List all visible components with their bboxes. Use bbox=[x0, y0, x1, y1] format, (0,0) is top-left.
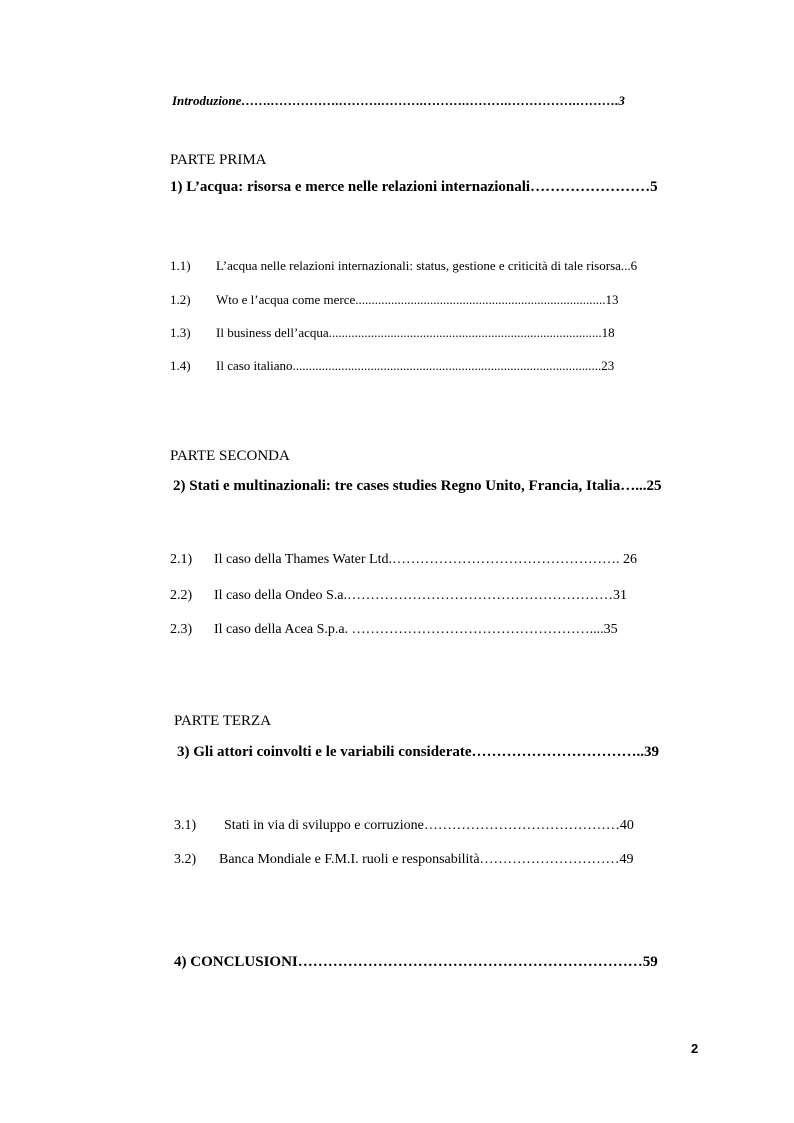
toc-entry-text: Il caso italiano...............................................................................................23 bbox=[216, 358, 615, 373]
toc-entry-text: Wto e l’acqua come merce.............................................................................13 bbox=[216, 292, 619, 307]
section-1-title: 1) L’acqua: risorsa e merce nelle relazioni internazionali……………………5 bbox=[170, 179, 658, 195]
toc-entry bbox=[170, 358, 614, 374]
toc-entry-number: 3.1) bbox=[174, 818, 197, 833]
toc-entry-number: 2.2) bbox=[170, 588, 193, 603]
section-4-conclusions: 4) CONCLUSIONI……………………………………………………………59 bbox=[174, 954, 658, 970]
toc-entry bbox=[174, 852, 634, 868]
part-three-heading: PARTE TERZA bbox=[174, 713, 272, 729]
toc-entry bbox=[170, 588, 627, 604]
toc-entry-number: 1.3) bbox=[170, 325, 191, 340]
toc-intro: Introduzione…….…………….……….……….……….……….…………….……….3 bbox=[172, 93, 625, 108]
section-2-title: 2) Stati e multinazionali: tre cases studies Regno Unito, Francia, Italia…...25 bbox=[173, 478, 662, 494]
toc-entry bbox=[170, 552, 637, 568]
toc-entry-number: 1.1) bbox=[170, 258, 191, 273]
toc-entry-number: 2.3) bbox=[170, 622, 193, 637]
toc-entry-text: Stati in via di sviluppo e corruzione……………………………………40 bbox=[224, 818, 634, 833]
part-one-heading: PARTE PRIMA bbox=[170, 152, 267, 168]
toc-entry-text: Banca Mondiale e F.M.I. ruoli e responsabilità…………………………49 bbox=[219, 852, 634, 867]
toc-entry-text: Il caso della Ondeo S.a.…………………………………………………31 bbox=[214, 588, 627, 603]
part-two-heading: PARTE SECONDA bbox=[170, 448, 290, 464]
toc-entry bbox=[170, 258, 637, 274]
toc-entry-text: Il caso della Thames Water Ltd.…………………………………………. 26 bbox=[214, 552, 637, 567]
toc-entry bbox=[170, 622, 618, 638]
page-number: 2 bbox=[691, 1041, 699, 1056]
toc-entry-text: L’acqua nelle relazioni internazionali: status, gestione e criticità di tale risorsa...6 bbox=[216, 258, 638, 273]
toc-entry bbox=[174, 818, 634, 834]
section-3-title: 3) Gli attori coinvolti e le variabili considerate……………………………..39 bbox=[177, 744, 660, 760]
toc-entry-number: 1.2) bbox=[170, 292, 191, 307]
toc-entry-number: 2.1) bbox=[170, 552, 193, 567]
toc-entry-text: Il caso della Acea S.p.a. ……………………………………………....35 bbox=[214, 622, 618, 637]
toc-entry-number: 1.4) bbox=[170, 358, 191, 373]
toc-entry bbox=[170, 292, 619, 308]
toc-entry-text: Il business dell’acqua....................................................................................18 bbox=[216, 325, 615, 340]
toc-entry bbox=[170, 325, 615, 341]
toc-entry-number: 3.2) bbox=[174, 852, 197, 867]
